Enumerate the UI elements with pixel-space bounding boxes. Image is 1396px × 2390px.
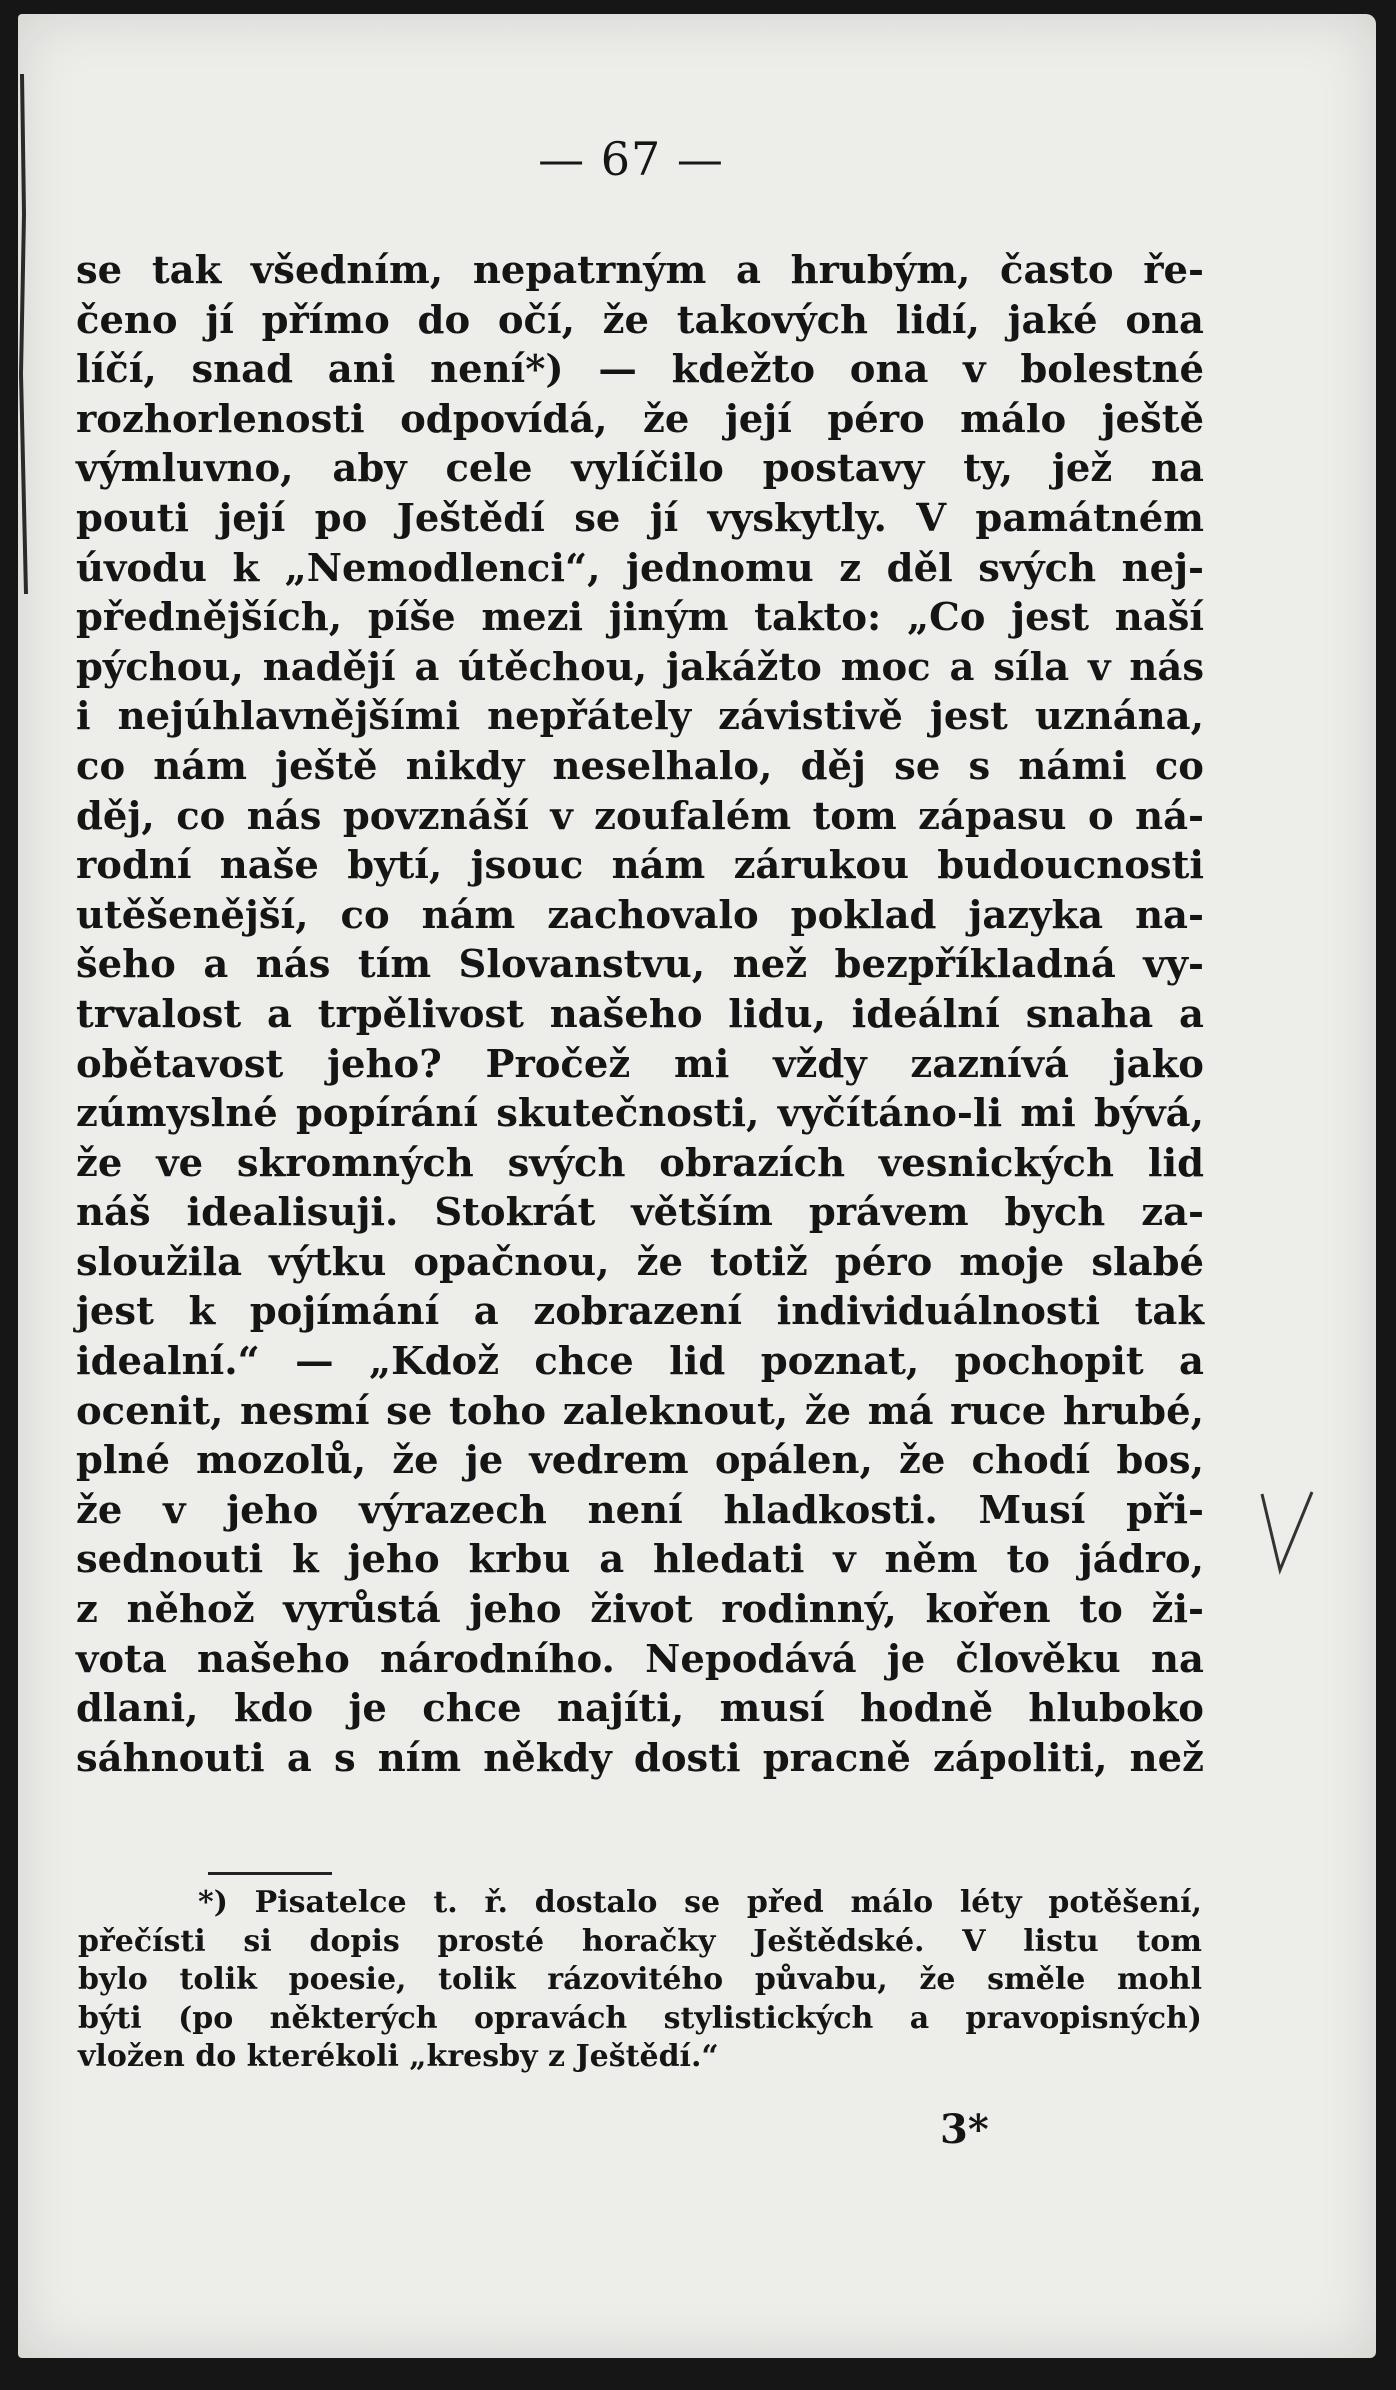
text-line: pouti její po Ještědí se jí vyskytly. V památném	[76, 495, 1204, 541]
text-line: přednějších, píše mezi jiným takto: „Co jest naší	[76, 595, 1204, 641]
text-line: vota našeho národního. Nepodává je člověku na	[76, 1636, 1204, 1682]
text-line: trvalost a trpělivost našeho lidu, ideální snaha a	[76, 991, 1204, 1037]
footnote	[78, 1884, 1202, 2077]
text-line: ocenit, nesmí se toho zaleknout, že má ruce hrubé,	[76, 1388, 1204, 1434]
text-line: z něhož vyrůstá jeho život rodinný, kořen to ži-	[76, 1587, 1204, 1633]
text-line: i nejúhlavnějšími nepřátely závistivě jest uznána,	[76, 694, 1204, 740]
text-line: plné mozolů, že je vedrem opálen, že chodí bos,	[76, 1438, 1204, 1484]
main-text	[76, 246, 1204, 1783]
text-line: zúmyslné popírání skutečnosti, vyčítáno-li mi bývá,	[76, 1091, 1204, 1137]
footnote-line: *) Pisatelce t. ř. dostalo se před málo léty potěšení,	[198, 1885, 1202, 1920]
text-line: výmluvno, aby cele vylíčilo postavy ty, jež na	[76, 446, 1204, 492]
book-page	[18, 14, 1376, 2358]
text-line: idealní.“ — „Kdož chce lid poznat, pochopit a	[76, 1339, 1204, 1385]
footnote-rule	[208, 1872, 332, 1875]
footnote-line: býti (po některých opravách stylistických a pravopisných)	[78, 2000, 1202, 2036]
text-line: že v jeho výrazech není hladkosti. Musí při-	[76, 1487, 1204, 1533]
text-line: obětavost jeho? Pročež mi vždy zaznívá jako	[76, 1041, 1204, 1087]
text-line: úvodu k „Nemodlenci“, jednomu z děl svých nej-	[76, 545, 1204, 591]
text-line: líčí, snad ani není*) — kdežto ona v bolestné	[76, 347, 1204, 393]
text-line: jest k pojímání a zobrazení individuálnosti tak	[76, 1289, 1204, 1335]
footnote-line: vložen do kterékoli „kresby z Ještědí.“	[78, 2039, 719, 2074]
text-line: čeno jí přímo do očí, že takových lidí, jaké ona	[76, 297, 1204, 343]
text-line: děj, co nás povznáší v zoufalém tom zápasu o ná-	[76, 793, 1204, 839]
footnote-line: přečísti si dopis prosté horačky Ještědské. V listu tom	[78, 1923, 1202, 1959]
text-line: sáhnouti a s ním někdy dosti pracně zápoliti, než	[76, 1735, 1204, 1781]
text-line: dlani, kdo je chce najíti, musí hodně hluboko	[76, 1686, 1204, 1732]
text-line: pýchou, nadějí a útěchou, jakážto moc a síla v nás	[76, 644, 1204, 690]
text-line: rozhorlenosti odpovídá, že její péro málo ještě	[76, 396, 1204, 442]
page-number: — 67 —	[538, 132, 724, 186]
text-line: rodní naše bytí, jsouc nám zárukou budoucnosti	[76, 843, 1204, 889]
text-line: utěšenější, co nám zachovalo poklad jazyka na-	[76, 892, 1204, 938]
text-line: se tak všedním, nepatrným a hrubým, často ře-	[76, 248, 1204, 293]
text-line: co nám ještě nikdy neselhalo, děj se s námi co	[76, 743, 1204, 789]
text-line: náš idealisuji. Stokrát větším právem bych za-	[76, 1190, 1204, 1236]
footnote-line: bylo tolik poesie, tolik rázovitého půvabu, že směle mohl	[78, 1962, 1202, 1997]
signature-mark: 3*	[940, 2106, 989, 2153]
text-line: sloužila výtku opačnou, že totiž péro moje slabé	[76, 1239, 1204, 1285]
handwritten-margin-mark	[1258, 1486, 1318, 1576]
text-line: sednouti k jeho krbu a hledati v něm to jádro,	[76, 1537, 1204, 1583]
text-line: že ve skromných svých obrazích vesnických lid	[76, 1140, 1204, 1186]
text-line: šeho a nás tím Slovanstvu, než bezpříkladná vy-	[76, 942, 1204, 988]
